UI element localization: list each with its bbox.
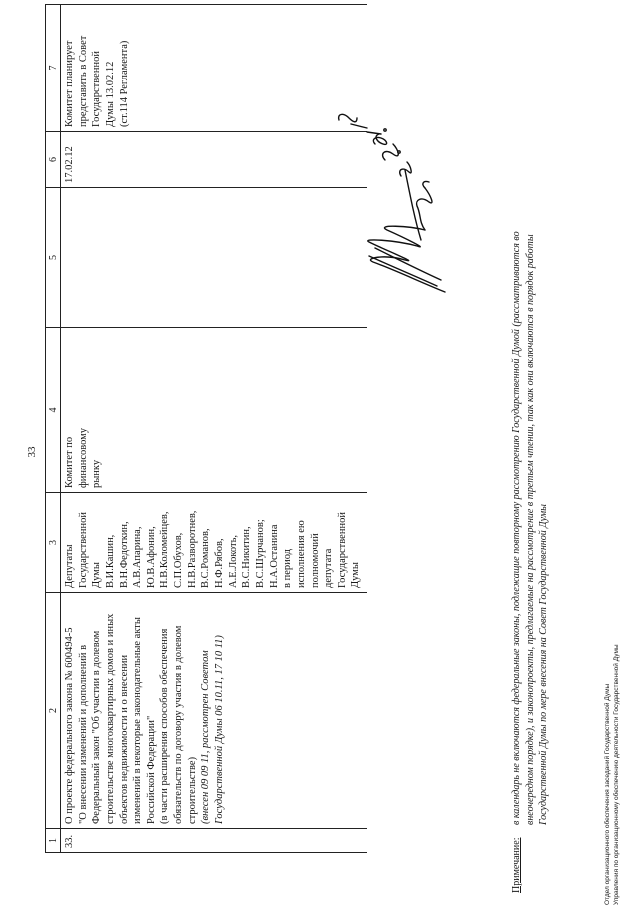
author-line: В.Н.Федоткин, [118, 521, 130, 588]
table-row [61, 5, 368, 853]
column-header: 2 [46, 593, 61, 829]
note-line: внеочередном порядке), и законопроекты, предлагаемые на рассмотрение в третьем чтении, так как они включаются в порядок работы [524, 234, 536, 825]
author-line: Н.Ф.Рябов, [214, 538, 226, 588]
author-line: В.И.Кашин, [104, 534, 116, 588]
bill-table [45, 4, 367, 853]
header-row [46, 5, 61, 853]
bill-title-line: О проекте федерального закона № 600494-5 [64, 627, 75, 824]
column-header: 3 [46, 493, 61, 593]
column-header: 4 [46, 328, 61, 493]
comment-line: представить в Совет [77, 35, 89, 127]
committee-line: рынку [91, 459, 103, 488]
author-line: Н.В.Коломейцев, [159, 511, 171, 588]
submission-info-line: Государственной Думы 06 10.11, 17 10 11) [214, 635, 226, 824]
author-line: А.Е.Локоть, [227, 534, 239, 588]
author-line: Депутаты [64, 544, 75, 588]
author-line: Ю.В.Афонин, [145, 526, 157, 588]
author-line: Н.А.Останина [268, 524, 280, 588]
note-line: Государственной Думы по мере внесения на Совет Государственной Думы [538, 504, 549, 825]
author-line: А.В.Апарина, [132, 526, 144, 588]
committee-line: финансовому [77, 427, 89, 488]
column-5-cell [61, 188, 368, 328]
bill-title-line: Российской Федерации" [145, 715, 157, 824]
date-cell: 17.02.12 [61, 132, 368, 188]
column-header: 6 [46, 132, 61, 188]
submission-info-line: (внесен 09 09 11, рассмотрен Советом [200, 650, 212, 824]
footer-line: Отдел организационного обеспечения заседаний Государственной Думы [604, 683, 611, 905]
author-line: Думы [91, 562, 103, 588]
author-line: в период [282, 548, 294, 588]
author-line: Государственной [336, 512, 348, 588]
handwritten-signature [325, 110, 455, 300]
author-line: исполнения ею [295, 520, 307, 588]
bill-title-line: обязательств по договору участия в долевом [173, 625, 185, 824]
author-line: С.П.Обухов, [173, 532, 185, 588]
bill-title-cell [61, 593, 368, 829]
committee-cell [61, 328, 368, 493]
author-line: Думы [350, 562, 362, 588]
footer-line: Управления по организационному обеспечению деятельности Государственной Думы [612, 644, 620, 905]
committee-line: Комитет по [64, 436, 75, 488]
bill-title-line: Федеральный закон "Об участии в долевом [91, 630, 103, 824]
page-number: 33 [26, 446, 38, 458]
comment-line: (ст.114 Регламента) [118, 40, 130, 127]
column-header: 7 [46, 5, 61, 132]
comment-line: Думы 13.02.12 [104, 61, 116, 127]
author-line: депутата [323, 548, 335, 588]
comment-line: Государственной [91, 51, 103, 127]
column-header: 1 [46, 829, 61, 853]
bill-title-line: объектов недвижимости и о внесении [118, 654, 130, 824]
author-line: Государственной [77, 512, 89, 588]
bill-title-line: строительстве многоквартирных домов и иных [104, 613, 116, 824]
note-label: Примечание: [511, 837, 522, 893]
author-line: Н.В.Разворотнев, [186, 510, 198, 588]
author-line: В.С.Никитин, [241, 526, 253, 588]
author-line: В.С.Романов, [200, 528, 212, 588]
bill-title-line: "О внесении изменений и дополнений в [77, 644, 89, 824]
comment-line: Комитет планирует [64, 40, 75, 127]
comment-cell [61, 5, 368, 132]
bill-title-line: строительстве) [186, 756, 198, 824]
bill-title-line: (в части расширения способов обеспечения [159, 628, 171, 824]
bill-title-line: изменений в некоторые законодательные акты [132, 617, 144, 824]
footer [604, 644, 622, 905]
author-line: полномочий [309, 533, 321, 588]
authors-cell [61, 493, 368, 593]
row-number: 33. [61, 829, 368, 853]
note-body [510, 85, 551, 825]
column-header: 5 [46, 188, 61, 328]
note-line: в календарь не включаются федеральные законы, подлежащие повторному рассмотрению Государственной Думой (рассматриваются во [511, 231, 522, 825]
author-line: В.С.Шурчанов; [254, 519, 266, 588]
